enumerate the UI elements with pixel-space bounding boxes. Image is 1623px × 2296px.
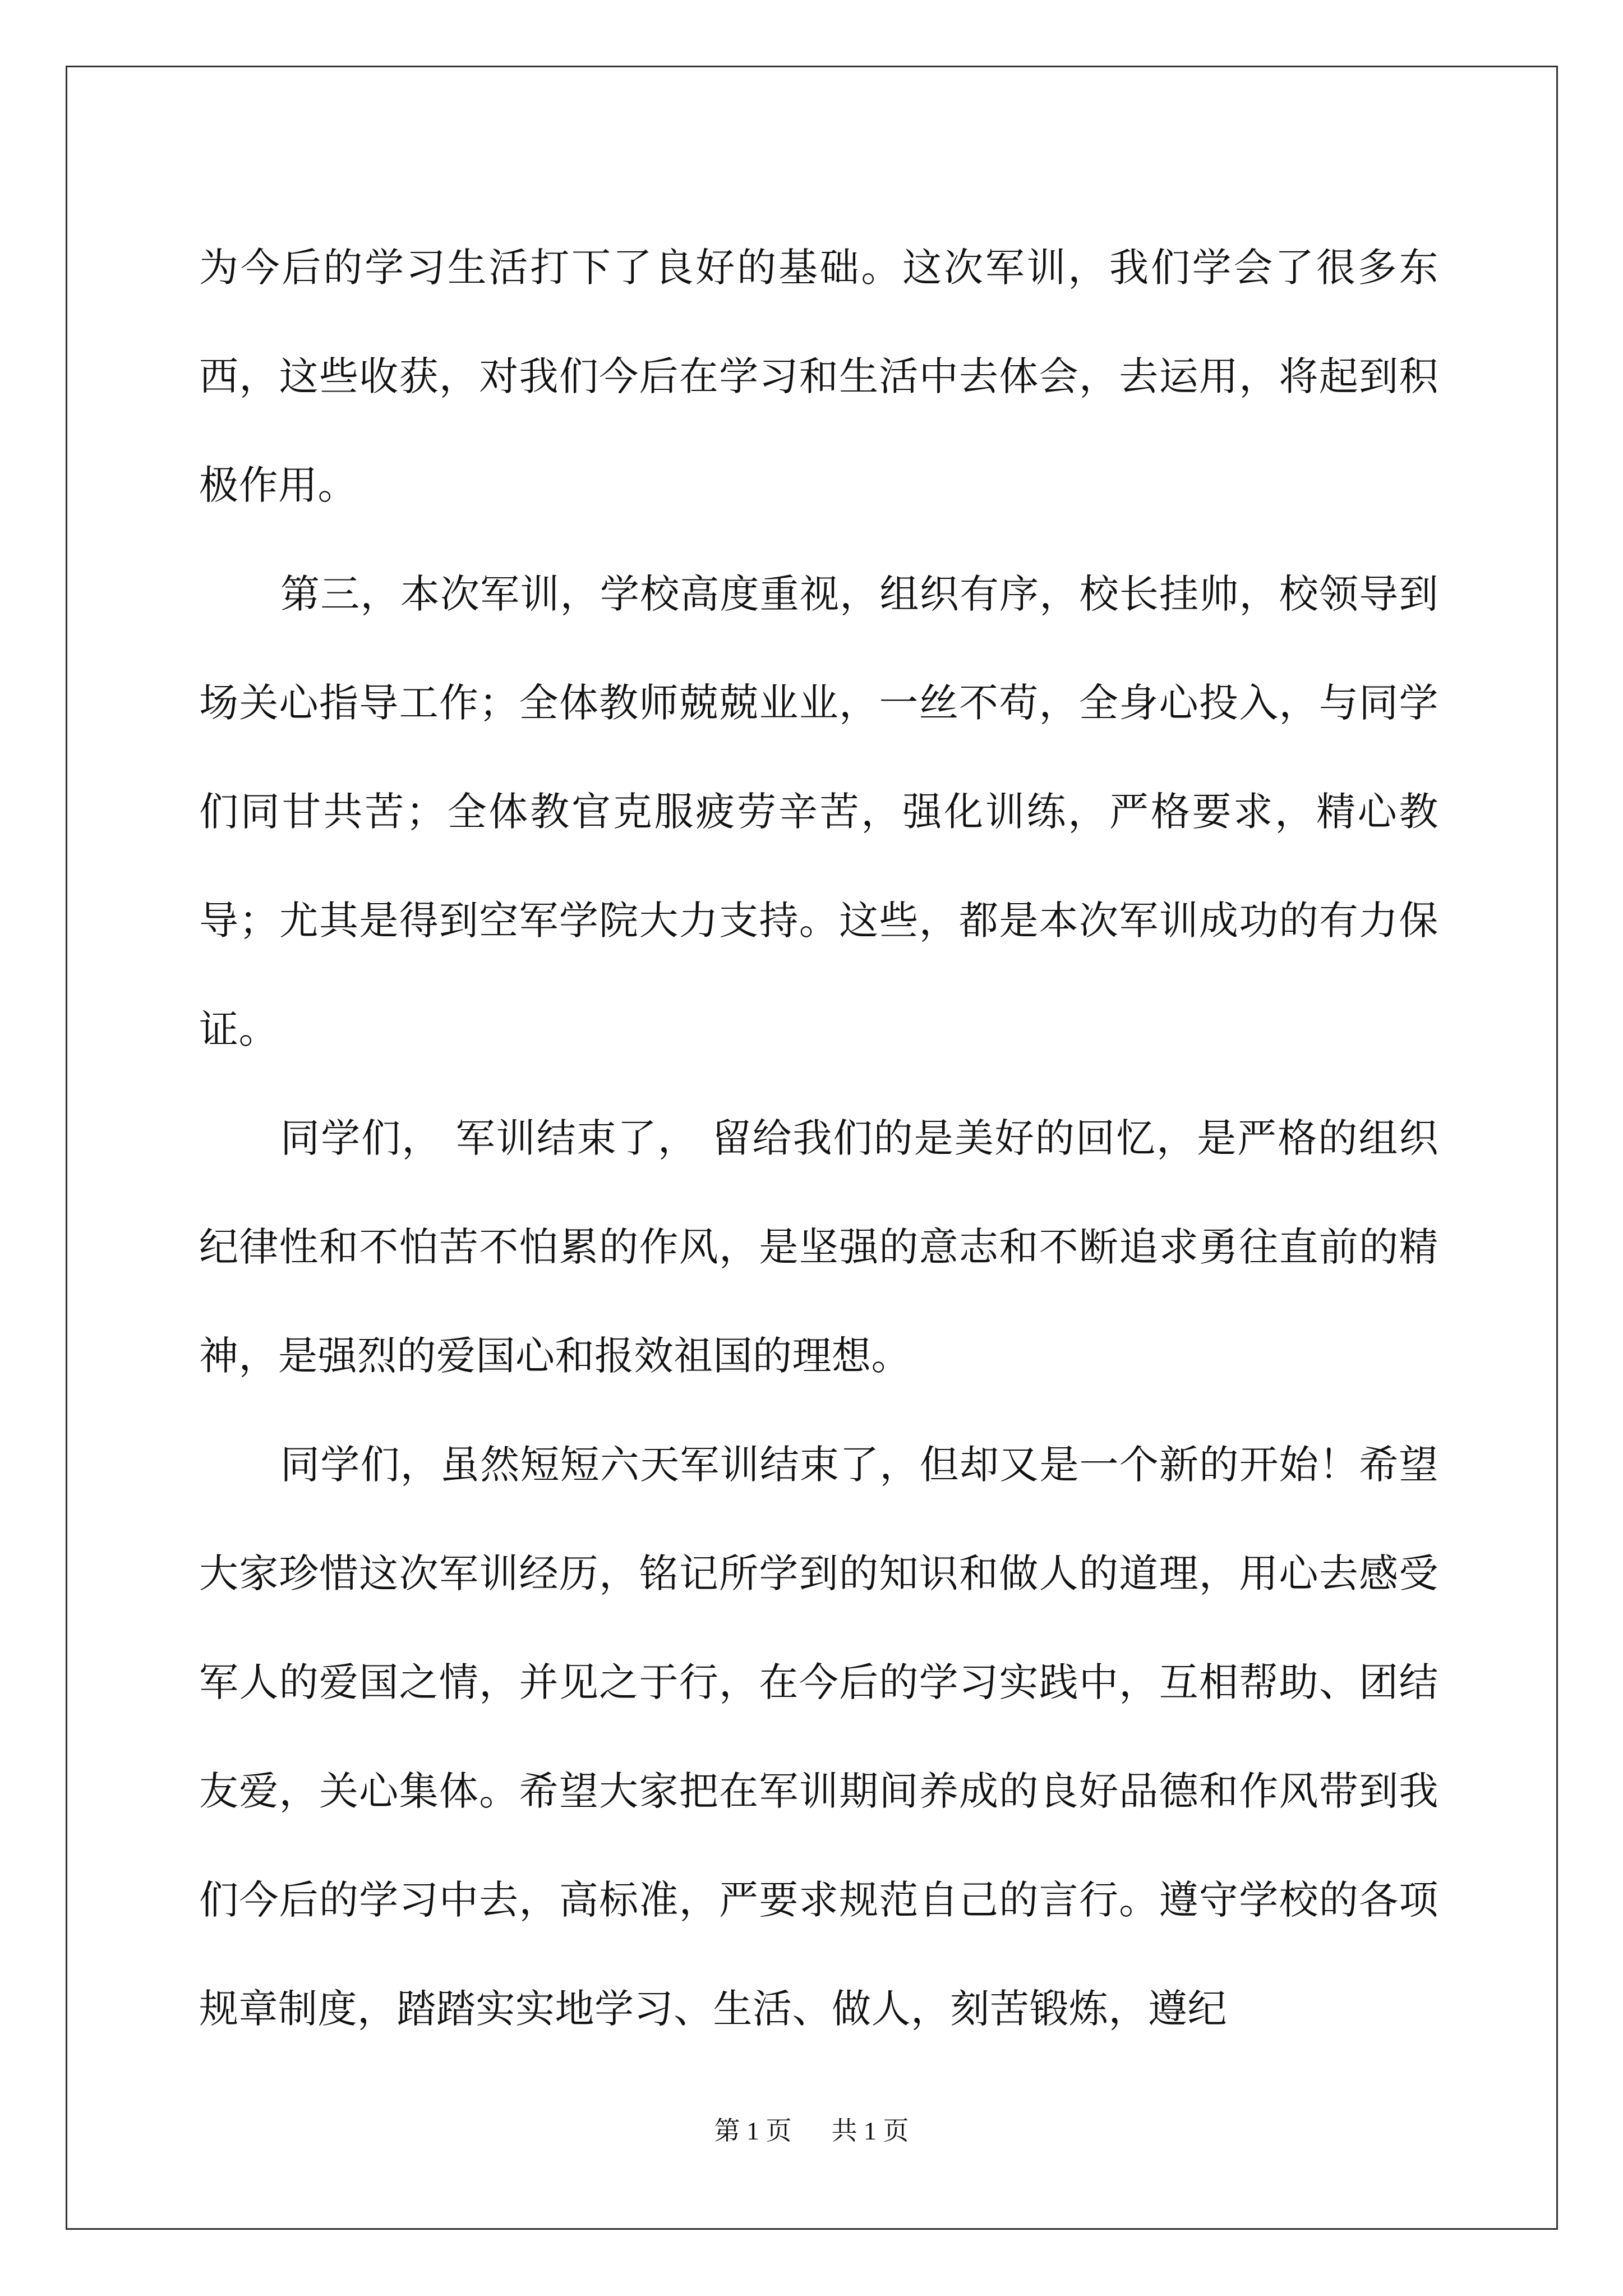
paragraph-4: 同学们，虽然短短六天军训结束了，但却又是一个新的开始！希望大家珍惜这次军训经历，铭记所学到的知识和做人的道理，用心去感受军人的爱国之情，并见之于行，在今后的学习实践中，互相帮助、团结友爱，关心集体。希望大家把在军训期间养成的良好品德和作风带到我们今后的学习中去，高标准，严要求规范自己的言行。遵守学校的各项规章制度，踏踏实实地学习、生活、做人，刻苦锻炼，遵纪 (199, 1442, 1438, 2032)
document-body (199, 213, 1438, 2063)
paragraph-1: 为今后的学习生活打下了良好的基础。这次军训，我们学会了很多东西，这些收获，对我们今后在学习和生活中去体会，去运用，将起到积极作用。 (199, 245, 1438, 508)
page-number: 第 1 页 (714, 2116, 792, 2145)
paragraph-3: 同学们， 军训结束了， 留给我们的是美好的回忆，是严格的组织纪律性和不怕苦不怕累的作风，是坚强的意志和不断追求勇往直前的精神，是强烈的爱国心和报效祖国的理想。 (199, 1115, 1438, 1379)
total-pages: 共 1 页 (831, 2116, 909, 2145)
page-footer (0, 2110, 1623, 2147)
paragraph-2: 第三，本次军训，学校高度重视，组织有序，校长挂帅，校领导到场关心指导工作；全体教师兢兢业业，一丝不苟，全身心投入，与同学们同甘共苦；全体教官克服疲劳辛苦，强化训练，严格要求，精心教导；尤其是得到空军学院大力支持。这些，都是本次军训成功的有力保证。 (199, 571, 1438, 1052)
